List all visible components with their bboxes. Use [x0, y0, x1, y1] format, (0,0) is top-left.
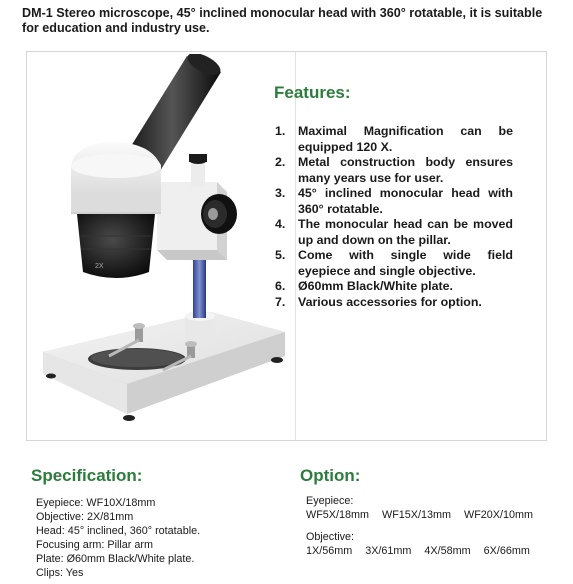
spec-line: Objective: 2X/81mm [36, 511, 134, 524]
feature-text: 45° inclined monocular head with 360° rotatable. [298, 186, 513, 216]
spec-line: Eyepiece: WF10X/18mm [36, 497, 156, 509]
feature-number: 1. [275, 124, 286, 138]
feature-item [275, 155, 513, 186]
feature-number: 6. [275, 279, 286, 293]
spec-line: Clips: Yes [36, 567, 84, 580]
option-objective-row [306, 544, 543, 558]
spec-line: Head: 45° inclined, 360° rotatable. [36, 525, 201, 538]
feature-number: 5. [275, 248, 286, 262]
microscope-image [31, 54, 293, 438]
feature-text: Metal construction body ensures many years use for user. [298, 155, 513, 185]
option-heading: Option: [300, 466, 361, 485]
feature-text: Ø60mm Black/White plate. [298, 279, 453, 293]
feature-text: Come with single wide field eyepiece and single objective. [298, 248, 513, 278]
option-eyepiece-label: Eyepiece: [306, 495, 354, 507]
feature-item [275, 186, 513, 217]
option-objectives [306, 530, 543, 558]
spec-line: Focusing arm: Pillar arm [36, 539, 153, 552]
option-eyepiece: WF5X/18mm [306, 509, 369, 521]
feature-number: 3. [275, 186, 286, 200]
feature-item [275, 124, 513, 155]
feature-number: 4. [275, 217, 286, 231]
option-objective: 6X/66mm [483, 545, 530, 557]
feature-item [275, 248, 513, 279]
objective-label: 2X [95, 263, 104, 270]
feature-item [275, 279, 513, 295]
feature-number: 7. [275, 294, 286, 309]
spec-line: Plate: Ø60mm Black/White plate. [36, 553, 195, 566]
option-objective: 1X/56mm [306, 545, 353, 557]
option-eyepiece-row [306, 508, 546, 522]
feature-text: Maximal Magnification can be equipped 120 X. [298, 124, 513, 154]
feature-number: 2. [275, 155, 286, 169]
intro-text: DM-1 Stereo microscope, 45° inclined monocular head with 360° rotatable, it is suitable for education and industry use. [22, 6, 543, 35]
option-eyepiece: WF15X/13mm [382, 509, 451, 521]
option-eyepiece: WF20X/10mm [464, 509, 533, 521]
specification-list [36, 496, 200, 581]
option-eyepieces [306, 494, 546, 522]
feature-text: Various accessories for option. [298, 294, 482, 309]
feature-item [275, 295, 513, 311]
features-heading: Features: [274, 83, 351, 102]
feature-item [275, 217, 513, 248]
specification-heading: Specification: [31, 466, 143, 485]
option-objective-label: Objective: [306, 531, 355, 543]
option-objective: 4X/58mm [424, 545, 471, 557]
option-objective: 3X/61mm [365, 545, 412, 557]
features-list [275, 124, 513, 310]
feature-text: The monocular head can be moved up and down on the pillar. [298, 217, 513, 247]
